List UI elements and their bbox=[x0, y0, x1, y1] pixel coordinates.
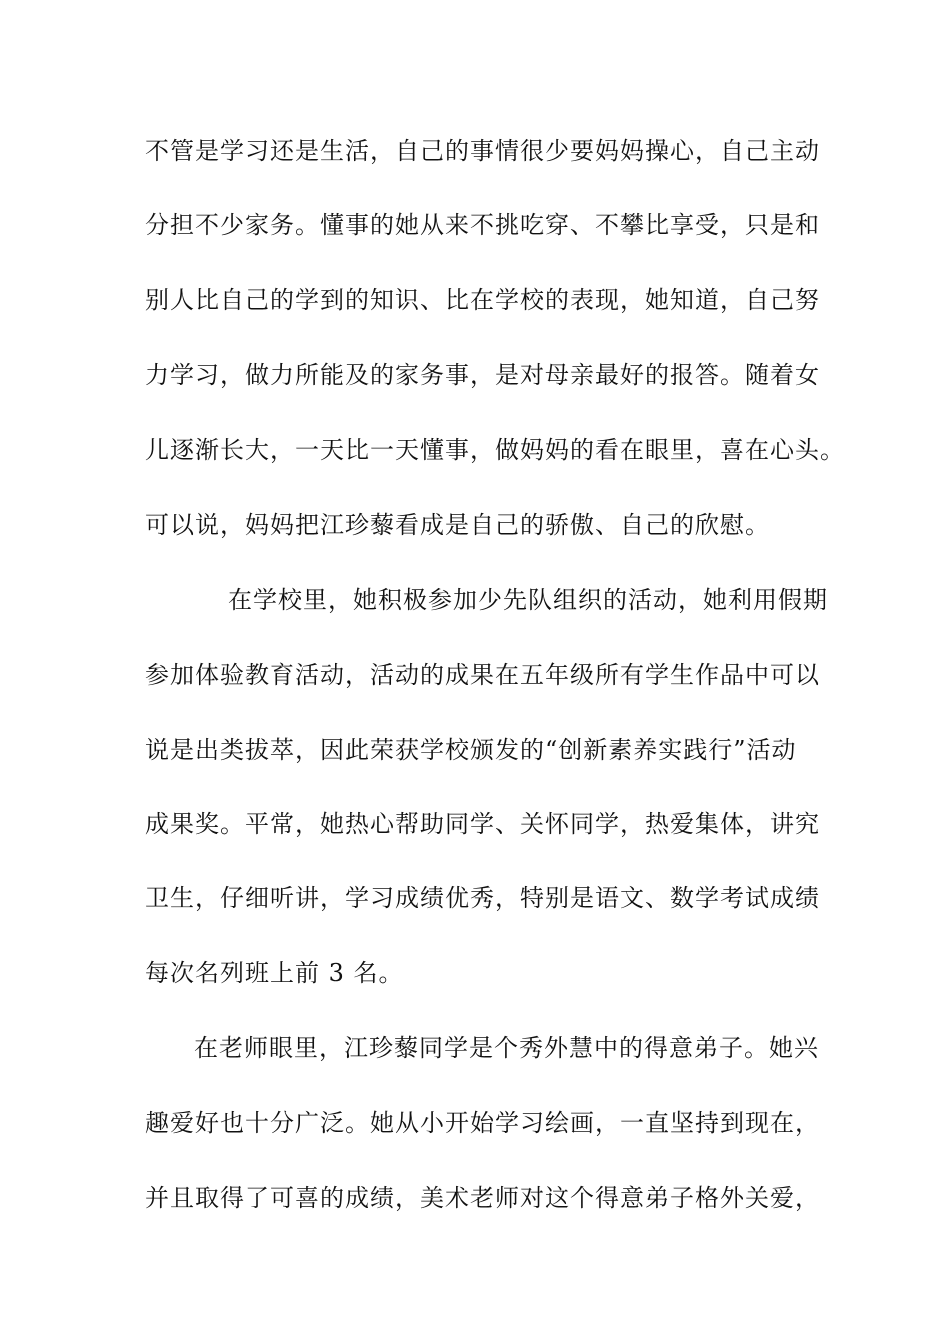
text-line: 成果奖。平常，她热心帮助同学、关怀同学，热爱集体，讲究 bbox=[145, 810, 820, 838]
text-line: 力学习，做力所能及的家务事，是对母亲最好的报答。随着女 bbox=[145, 361, 820, 389]
text-line: 别人比自己的学到的知识、比在学校的表现，她知道，自己努 bbox=[145, 286, 820, 314]
text-line: 可以说，妈妈把江珍藜看成是自己的骄傲、自己的欣慰。 bbox=[145, 511, 770, 539]
paragraph-first-line: 在学校里，她积极参加少先队组织的活动，她利用假期 bbox=[228, 586, 828, 614]
text-line: 不管是学习还是生活，自己的事情很少要妈妈操心，自己主动 bbox=[145, 137, 820, 165]
text-line: 卫生，仔细听讲，学习成绩优秀，特别是语文、数学考试成绩 bbox=[145, 884, 820, 912]
text-line: 并且取得了可喜的成绩，美术老师对这个得意弟子格外关爱， bbox=[145, 1184, 820, 1212]
text-line: 说是出类拔萃，因此荣获学校颁发的“创新素养实践行”活动 bbox=[145, 736, 797, 764]
text-line: 每次名列班上前 3 名。 bbox=[145, 959, 404, 987]
paragraph-first-line: 在老师眼里，江珍藜同学是个秀外慧中的得意弟子。她兴 bbox=[194, 1034, 819, 1062]
text-line: 趣爱好也十分广泛。她从小开始学习绘画，一直坚持到现在， bbox=[145, 1109, 820, 1137]
text-line: 儿逐渐长大，一天比一天懂事，做妈妈的看在眼里，喜在心头。 bbox=[145, 436, 845, 464]
text-line: 参加体验教育活动，活动的成果在五年级所有学生作品中可以 bbox=[145, 661, 820, 689]
text-line: 分担不少家务。懂事的她从来不挑吃穿、不攀比享受，只是和 bbox=[145, 211, 820, 239]
